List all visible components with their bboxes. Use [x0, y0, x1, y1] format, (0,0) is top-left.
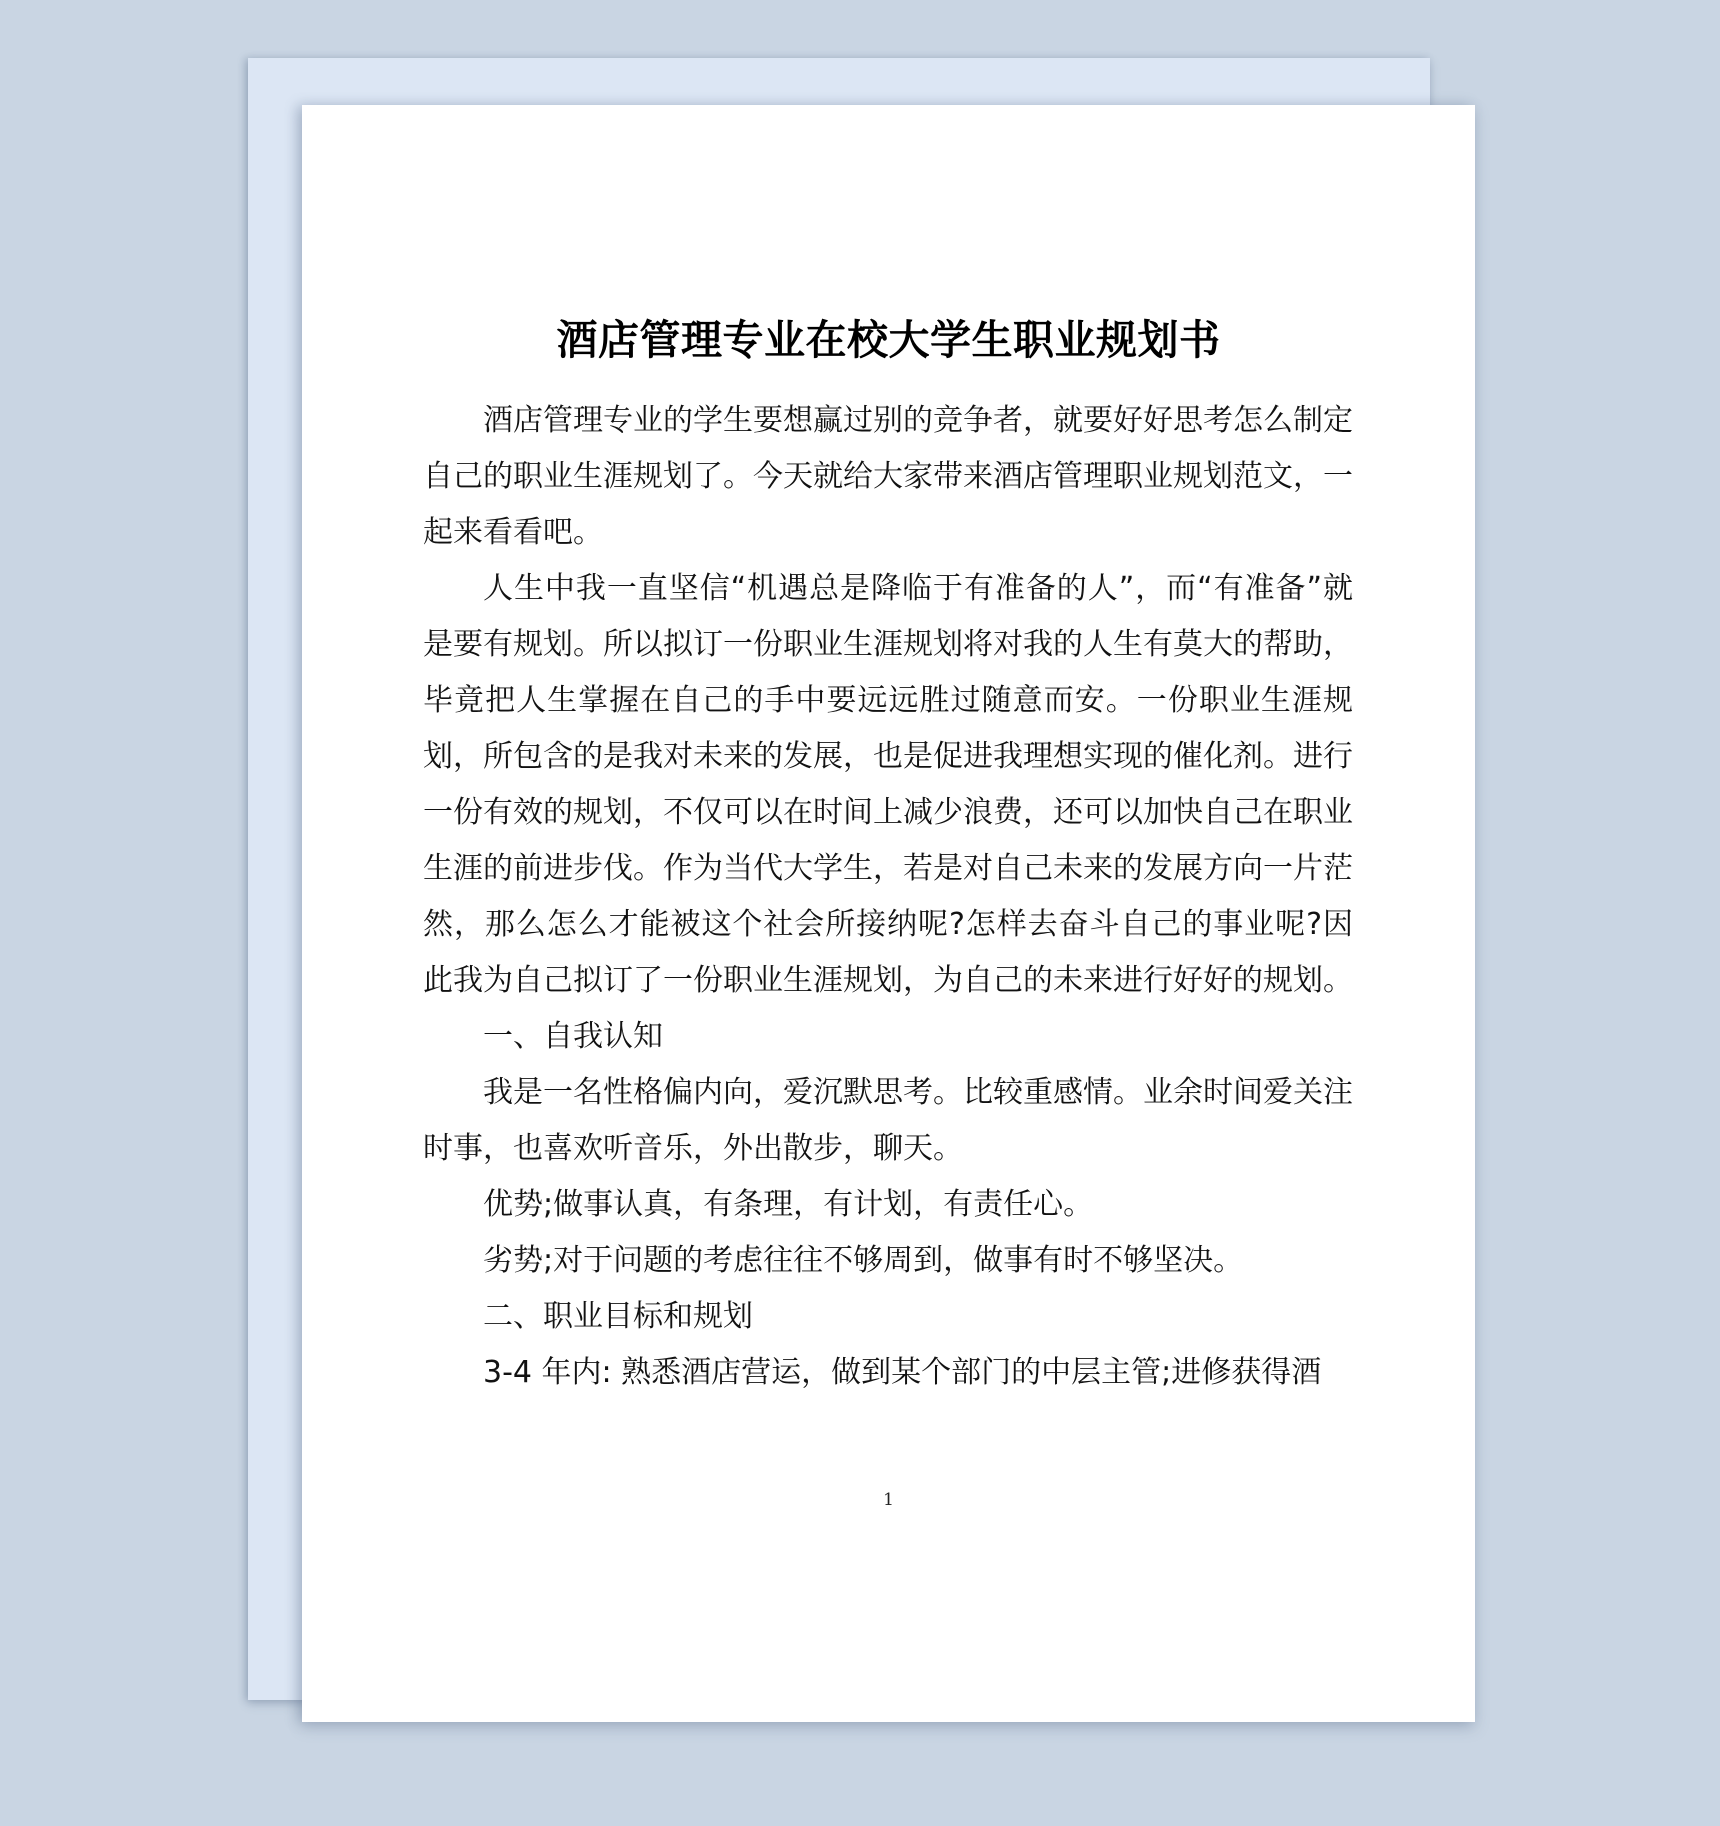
- page-number: 1: [883, 1490, 894, 1510]
- document-page: [302, 105, 1475, 1722]
- paragraph-motivation: 人生中我一直坚信“机遇总是降临于有准备的人”，而“有准备”就是要有规划。所以拟订一份职业生涯规划将对我的人生有莫大的帮助，毕竟把人生掌握在自己的手中要远远胜过随意而安。一份职业生涯规划，所包含的是我对未来的发展，也是促进我理想实现的催化剂。进行一份有效的规划，不仅可以在时间上减少浪费，还可以加快自己在职业生涯的前进步伐。作为当代大学生，若是对自己未来的发展方向一片茫然，那么怎么才能被这个社会所接纳呢?怎样去奋斗自己的事业呢?因此我为自己拟订了一份职业生涯规划，为自己的未来进行好好的规划。: [423, 571, 1353, 998]
- heading-self-awareness: 一、自我认知: [483, 1019, 663, 1054]
- paragraph-weaknesses: 劣势;对于问题的考虑往往不够周到，做事有时不够坚决。: [483, 1243, 1244, 1278]
- heading-career-goals: 二、职业目标和规划: [483, 1299, 753, 1334]
- paragraph-strengths: 优势;做事认真，有条理，有计划，有责任心。: [483, 1187, 1094, 1222]
- paragraph-intro: 酒店管理专业的学生要想赢过别的竞争者，就要好好思考怎么制定自己的职业生涯规划了。今天就给大家带来酒店管理职业规划范文，一起来看看吧。: [423, 403, 1353, 550]
- document-content: [302, 105, 1475, 1722]
- page-title: 酒店管理专业在校大学生职业规划书: [556, 316, 1221, 365]
- document-body: [423, 393, 1353, 1401]
- paragraph-personality: 我是一名性格偏内向，爱沉默思考。比较重感情。业余时间爱关注时事，也喜欢听音乐，外出散步，聊天。: [423, 1075, 1353, 1166]
- paragraph-3-4-year-goal: 3-4 年内: 熟悉酒店营运，做到某个部门的中层主管;进修获得酒: [483, 1355, 1322, 1390]
